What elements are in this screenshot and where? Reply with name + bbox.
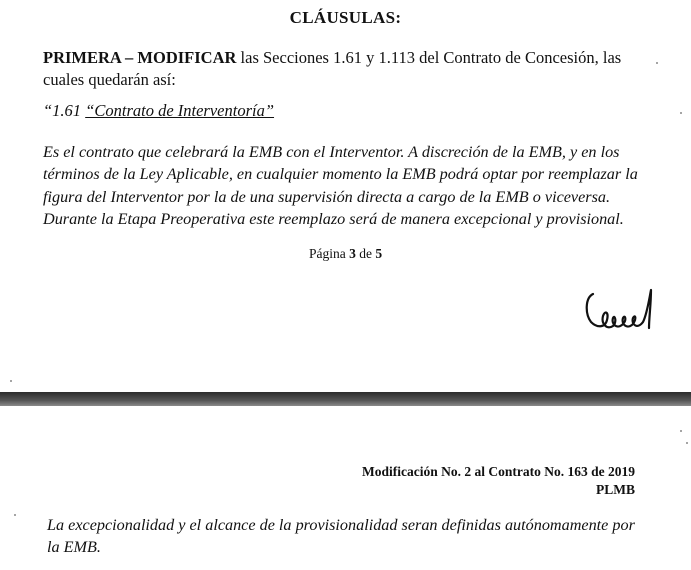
page-number [0, 246, 691, 262]
definition-paragraph [43, 141, 643, 230]
definition-line: Es el contrato que celebrará la EMB con el Interventor. A discreción de la EMB, y en los [43, 143, 620, 161]
clause-first-text: las Secciones 1.61 y 1.113 del Contrato de Concesión, las [236, 48, 622, 67]
handwritten-signature [583, 284, 663, 344]
page-break-shadow [0, 392, 691, 406]
page-number-current: 3 [349, 246, 356, 261]
continuation-line: La excepcionalidad y el alcance de la provisionalidad seran definidas autónomamente por [47, 516, 635, 534]
scan-speck [680, 112, 682, 114]
clause-first-text-continued: cuales quedarán así: [43, 70, 176, 89]
section-title: CLÁUSULAS: [289, 8, 402, 27]
section-number: “1.61 [43, 101, 86, 120]
page-number-prefix: Página [308, 246, 350, 261]
contract-header [362, 463, 635, 499]
contract-header-title: Modificación No. 2 al Contrato No. 163 de 2019 [362, 464, 635, 479]
clause-first-paragraph [43, 47, 643, 91]
scan-speck [680, 430, 682, 432]
page-number-total: 5 [375, 246, 383, 261]
scan-speck [686, 442, 688, 444]
section-name: “Contrato de Interventoría” [85, 101, 275, 120]
definition-line: términos de la Ley Aplicable, en cualquier momento la EMB podrá optar por reemplazar la [43, 165, 638, 184]
section-label-1-61 [43, 101, 274, 121]
contract-header-project: PLMB [596, 482, 635, 497]
continuation-line: la EMB. [47, 538, 101, 556]
definition-line: Durante la Etapa Preoperativa este reemplazo será de manera excepcional y provisional. [43, 209, 624, 228]
clause-first-heading: PRIMERA – MODIFICAR [43, 48, 237, 67]
scan-speck [656, 62, 658, 64]
definition-line: figura del Interventor por la de una supervisión directa a cargo de la EMB o viceversa. [43, 187, 611, 206]
page-number-of: de [355, 246, 376, 261]
continuation-paragraph [47, 514, 647, 558]
scan-speck [14, 514, 16, 516]
scan-speck [10, 380, 12, 382]
